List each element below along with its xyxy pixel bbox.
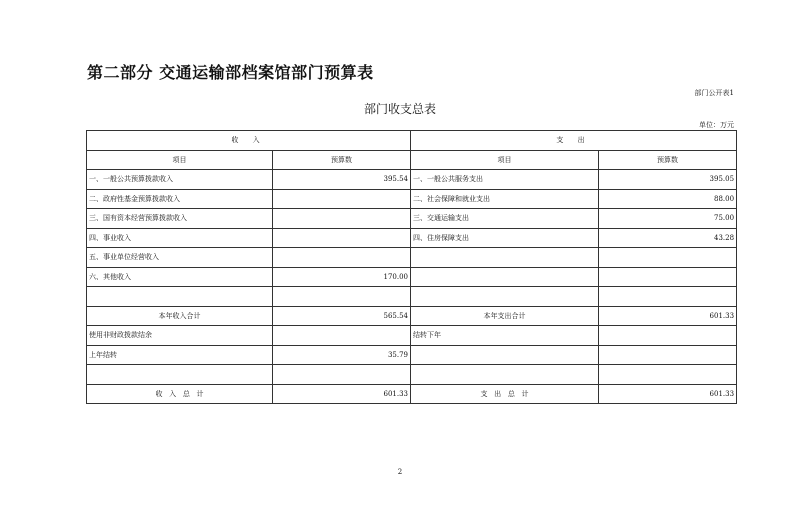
expense-item: 结转下年: [411, 326, 599, 346]
income-item: 五、事业单位经营收入: [87, 248, 273, 268]
expense-item: [411, 365, 599, 385]
table-row: [87, 326, 737, 346]
income-item: 一、一般公共预算拨款收入: [87, 170, 273, 190]
table-row: [87, 267, 737, 287]
income-amount: [273, 287, 411, 307]
expense-amount: 43.28: [599, 228, 737, 248]
expense-item: [411, 345, 599, 365]
income-total-label: 收 入 总 计: [87, 384, 273, 404]
expense-amount: 75.00: [599, 209, 737, 229]
expense-amount: [599, 287, 737, 307]
income-total-amount: 601.33: [273, 384, 411, 404]
table-row: [87, 209, 737, 229]
income-item: [87, 365, 273, 385]
income-amount: [273, 189, 411, 209]
expense-amount: 395.05: [599, 170, 737, 190]
table-row: [87, 189, 737, 209]
expense-amount: [599, 365, 737, 385]
header-row-main: [87, 131, 737, 151]
expense-item: 一、一般公共服务支出: [411, 170, 599, 190]
total-row: [87, 384, 737, 404]
expense-item: [411, 267, 599, 287]
budget-table: [86, 130, 737, 404]
income-budget-header: 预算数: [273, 150, 411, 170]
expense-item-header: 项目: [411, 150, 599, 170]
expense-amount: [599, 345, 737, 365]
table-title: 部门收支总表: [363, 102, 436, 116]
unit-label: 单位：万元: [699, 121, 734, 129]
income-amount: [273, 326, 411, 346]
expense-subtotal-label: 本年支出合计: [411, 306, 599, 326]
expense-item: [411, 248, 599, 268]
expense-total-label: 支 出 总 计: [411, 384, 599, 404]
income-item: [87, 287, 273, 307]
income-subtotal-label: 本年收入合计: [87, 306, 273, 326]
table-row: [87, 248, 737, 268]
income-amount: [273, 248, 411, 268]
income-item: 上年结转: [87, 345, 273, 365]
income-amount: [273, 209, 411, 229]
income-amount: [273, 228, 411, 248]
table-row: [87, 287, 737, 307]
income-item: 二、政府性基金预算拨款收入: [87, 189, 273, 209]
income-item: 四、事业收入: [87, 228, 273, 248]
expense-amount: [599, 267, 737, 287]
table-row: [87, 345, 737, 365]
income-item: 三、国有资本经营预算拨款收入: [87, 209, 273, 229]
income-amount: 170.00: [273, 267, 411, 287]
expense-budget-header: 预算数: [599, 150, 737, 170]
expense-item: [411, 287, 599, 307]
table-row: [87, 228, 737, 248]
table-number: 部门公开表1: [694, 89, 734, 97]
expense-header: 支 出: [411, 131, 737, 151]
expense-amount: [599, 326, 737, 346]
income-amount: 395.54: [273, 170, 411, 190]
expense-item: 四、住房保障支出: [411, 228, 599, 248]
expense-amount: 88.00: [599, 189, 737, 209]
income-subtotal-amount: 565.54: [273, 306, 411, 326]
income-item: 六、其他收入: [87, 267, 273, 287]
expense-subtotal-amount: 601.33: [599, 306, 737, 326]
header-row-sub: [87, 150, 737, 170]
income-item: 使用非财政拨款结余: [87, 326, 273, 346]
table-row: [87, 365, 737, 385]
subtotal-row: [87, 306, 737, 326]
expense-item: 二、社会保障和就业支出: [411, 189, 599, 209]
income-item-header: 项目: [87, 150, 273, 170]
table-row: [87, 170, 737, 190]
income-amount: 35.79: [273, 345, 411, 365]
income-header: 收 入: [87, 131, 411, 151]
expense-amount: [599, 248, 737, 268]
expense-item: 三、交通运输支出: [411, 209, 599, 229]
income-amount: [273, 365, 411, 385]
expense-total-amount: 601.33: [599, 384, 737, 404]
page-number: 2: [397, 468, 403, 476]
section-title: 第二部分 交通运输部档案馆部门预算表: [87, 63, 374, 82]
